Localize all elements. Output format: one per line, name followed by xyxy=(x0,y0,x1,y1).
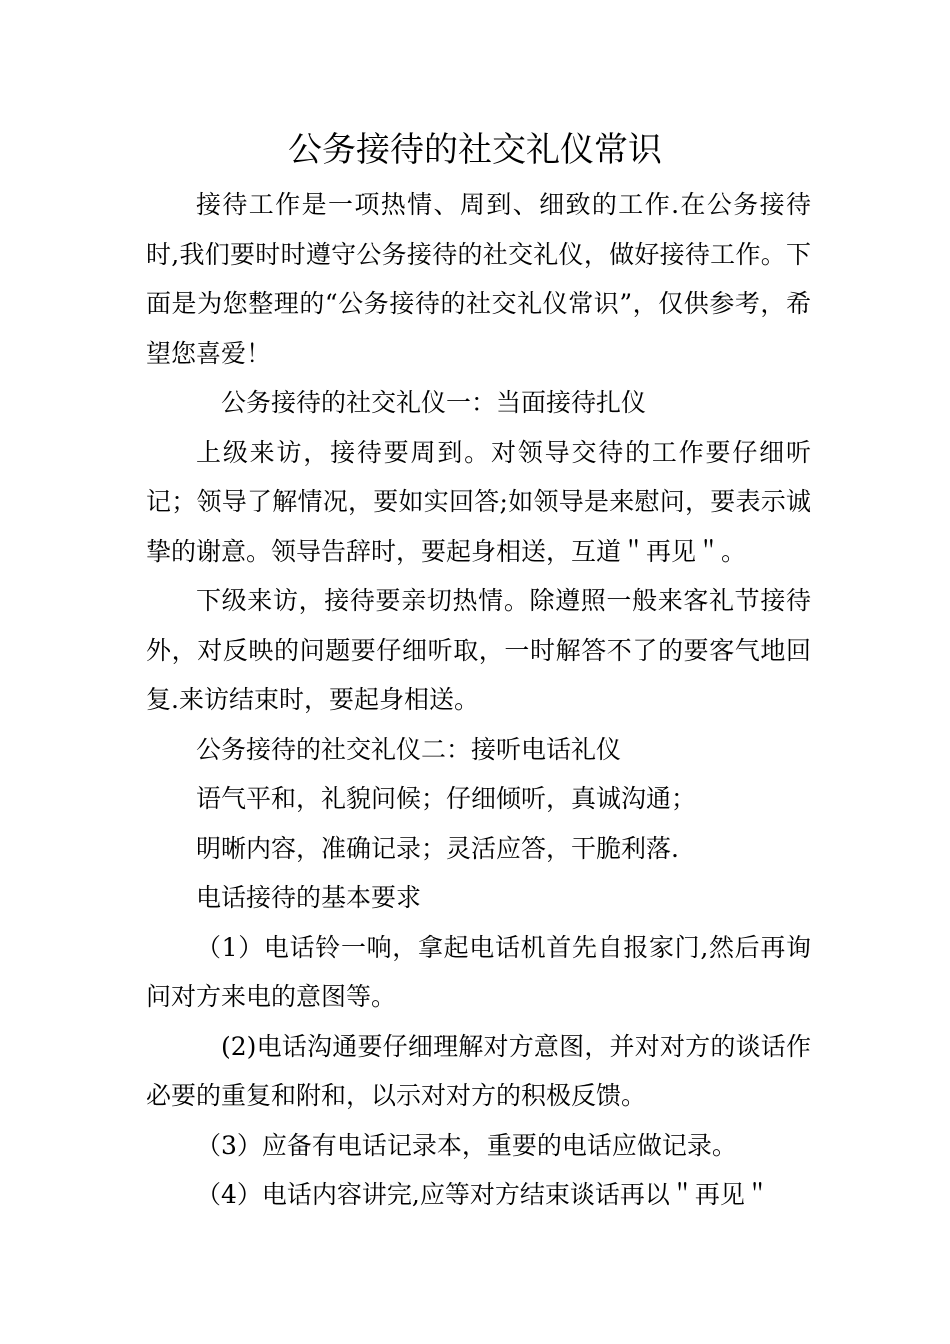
requirement-item-4: （4）电话内容讲完,应等对方结束谈话再以＂再见＂ xyxy=(196,1180,770,1209)
section-heading-2: 公务接待的社交礼仪二：接听电话礼仪 xyxy=(196,734,622,764)
requirement-item-3: （3）应备有电话记录本，重要的电话应做记录。 xyxy=(196,1130,737,1160)
subheading-phone-requirements: 电话接待的基本要求 xyxy=(196,883,422,912)
paragraph-subordinate-visit: 下级来访，接待要亲切热情。除遵照一般来客礼节接待外，对反映的问题要仔细听取，一时解答不了的要客气地回复.来访结束时，要起身相送。 xyxy=(146,586,811,714)
document-title: 公务接待的社交礼仪常识 xyxy=(288,130,662,170)
intro-paragraph: 接待工作是一项热情、周到、细致的工作.在公务接待时,我们要时时遵守公务接待的社交礼仪，做好接待工作。下面是为您整理的“公务接待的社交礼仪常识”，仅供参考，希望您喜爱！ xyxy=(146,190,811,368)
section-heading-1: 公务接待的社交礼仪一：当面接待扎仪 xyxy=(221,388,647,417)
phone-principle-line-1: 语气平和，礼貌问候；仔细倾听，真诚沟通； xyxy=(196,784,697,813)
phone-principle-line-2: 明晰内容，准确记录；灵活应答，干脆利落. xyxy=(196,833,679,863)
requirement-item-1: （1）电话铃一响，拿起电话机首先自报家门,然后再询问对方来电的意图等。 xyxy=(146,932,811,1011)
document-body xyxy=(146,180,811,1220)
requirement-item-2: (2)电话沟通要仔细理解对方意图，并对对方的谈话作必要的重复和附和，以示对对方的积极反馈。 xyxy=(146,1031,811,1110)
paragraph-superior-visit: 上级来访，接待要周到。对领导交待的工作要仔细听记；领导了解情况，要如实回答;如领导是来慰问，要表示诚挚的谢意。领导告辞时，要起身相送，互道＂再见＂。 xyxy=(146,437,811,566)
